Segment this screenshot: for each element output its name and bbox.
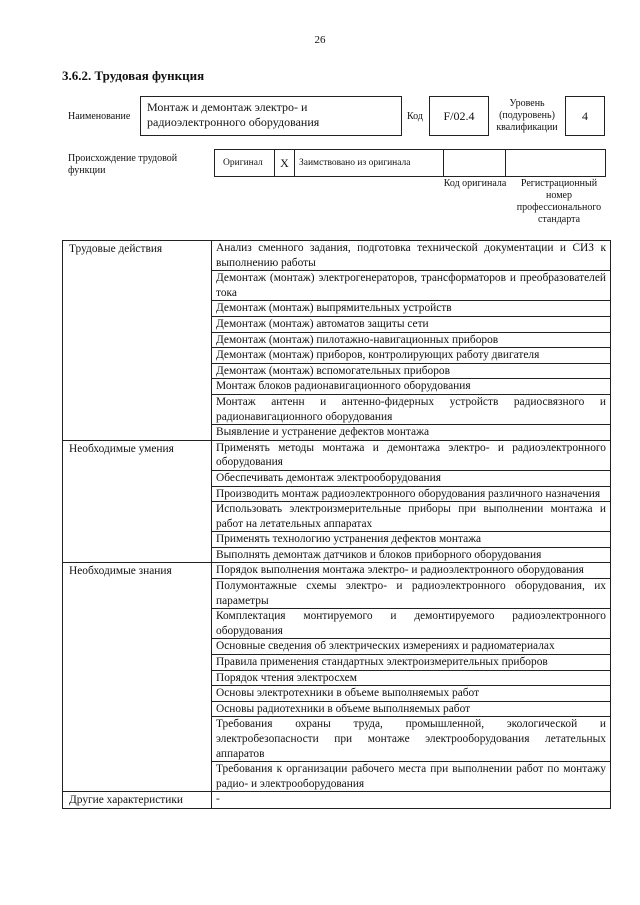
level-value: 4: [582, 108, 588, 123]
category-cell: Трудовые действия: [63, 241, 212, 441]
page-number: 26: [314, 34, 326, 46]
item-cell: Основы электротехники в объеме выполняемых работ: [212, 686, 611, 702]
function-name: Монтаж и демонтаж электро- и радиоэлектронного оборудования: [147, 100, 320, 129]
table-row: [63, 440, 611, 470]
origin-label: Происхождение трудовой функции: [68, 153, 178, 176]
name-label: Наименование: [68, 111, 131, 122]
item-cell: Комплектация монтируемого и демонтируемого радиоэлектронного оборудования: [212, 609, 611, 639]
item-cell: -: [212, 792, 611, 809]
code-value: F/02.4: [443, 108, 475, 123]
item-cell: Демонтаж (монтаж) автоматов защиты сети: [212, 316, 611, 332]
item-cell: Требования к организации рабочего места при выполнении работ по монтажу радио- и электрооборудования: [212, 762, 611, 792]
code-label: Код: [407, 111, 423, 122]
origin-original: Оригинал: [215, 150, 275, 176]
reg-number-caption: Регистрационный номер профессионального стандарта: [516, 178, 602, 225]
category-cell: Необходимые умения: [63, 440, 212, 563]
category-cell: Другие характеристики: [63, 792, 212, 809]
origin-mark: X: [275, 150, 295, 176]
item-cell: Выявление и устранение дефектов монтажа: [212, 425, 611, 441]
item-cell: Демонтаж (монтаж) выпрямительных устройств: [212, 301, 611, 317]
item-cell: Демонтаж (монтаж) приборов, контролирующих работу двигателя: [212, 348, 611, 364]
item-cell: Полумонтажные схемы электро- и радиоэлектронного оборудования, их параметры: [212, 579, 611, 609]
item-cell: Порядок выполнения монтажа электро- и радиоэлектронного оборудования: [212, 563, 611, 579]
item-cell: Демонтаж (монтаж) вспомогательных приборов: [212, 363, 611, 379]
table-row: [63, 241, 611, 271]
item-cell: Производить монтаж радиоэлектронного оборудования различного назначения: [212, 486, 611, 502]
section-title: 3.6.2. Трудовая функция: [62, 68, 205, 83]
item-cell: Применять технологию устранения дефектов монтажа: [212, 532, 611, 548]
category-cell: Необходимые знания: [63, 563, 212, 792]
item-cell: Основные сведения об электрических измерениях и радиоматериалах: [212, 639, 611, 655]
origin-row: [214, 149, 606, 177]
function-name-box: [140, 96, 402, 136]
item-cell: Выполнять демонтаж датчиков и блоков приборного оборудования: [212, 547, 611, 563]
item-cell: Демонтаж (монтаж) электрогенераторов, трансформаторов и преобразователей тока: [212, 271, 611, 301]
item-cell: Основы радиотехники в объеме выполняемых работ: [212, 701, 611, 717]
item-cell: Монтаж блоков радионавигационного оборудования: [212, 379, 611, 395]
item-cell: Демонтаж (монтаж) пилотажно-навигационных приборов: [212, 332, 611, 348]
item-cell: Применять методы монтажа и демонтажа электро- и радиоэлектронного оборудования: [212, 440, 611, 470]
item-cell: Анализ сменного задания, подготовка технической документации и СИЗ к выполнению работы: [212, 241, 611, 271]
function-table: [62, 240, 611, 809]
level-label: Уровень (подуровень) квалификации: [496, 98, 558, 133]
item-cell: Использовать электроизмерительные приборы при выполнении монтажа и работ на летательных аппаратах: [212, 502, 611, 532]
origin-reg-cell: [506, 150, 605, 176]
origin-code-cell: [444, 150, 506, 176]
level-value-box: [565, 96, 605, 136]
item-cell: Обеспечивать демонтаж электрооборудования: [212, 470, 611, 486]
origin-borrowed: Заимствовано из оригинала: [295, 150, 444, 176]
code-original-caption: Код оригинала: [443, 178, 507, 189]
item-cell: Порядок чтения электросхем: [212, 670, 611, 686]
item-cell: Требования охраны труда, промышленной, экологической и электробезопасности при монтаже электрооборудования летательных аппаратов: [212, 717, 611, 762]
item-cell: Правила применения стандартных электроизмерительных приборов: [212, 655, 611, 671]
table-row: [63, 792, 611, 809]
table-row: [63, 563, 611, 579]
code-value-box: [429, 96, 489, 136]
item-cell: Монтаж антенн и антенно-фидерных устройств радиосвязного и радионавигационного оборудования: [212, 394, 611, 424]
